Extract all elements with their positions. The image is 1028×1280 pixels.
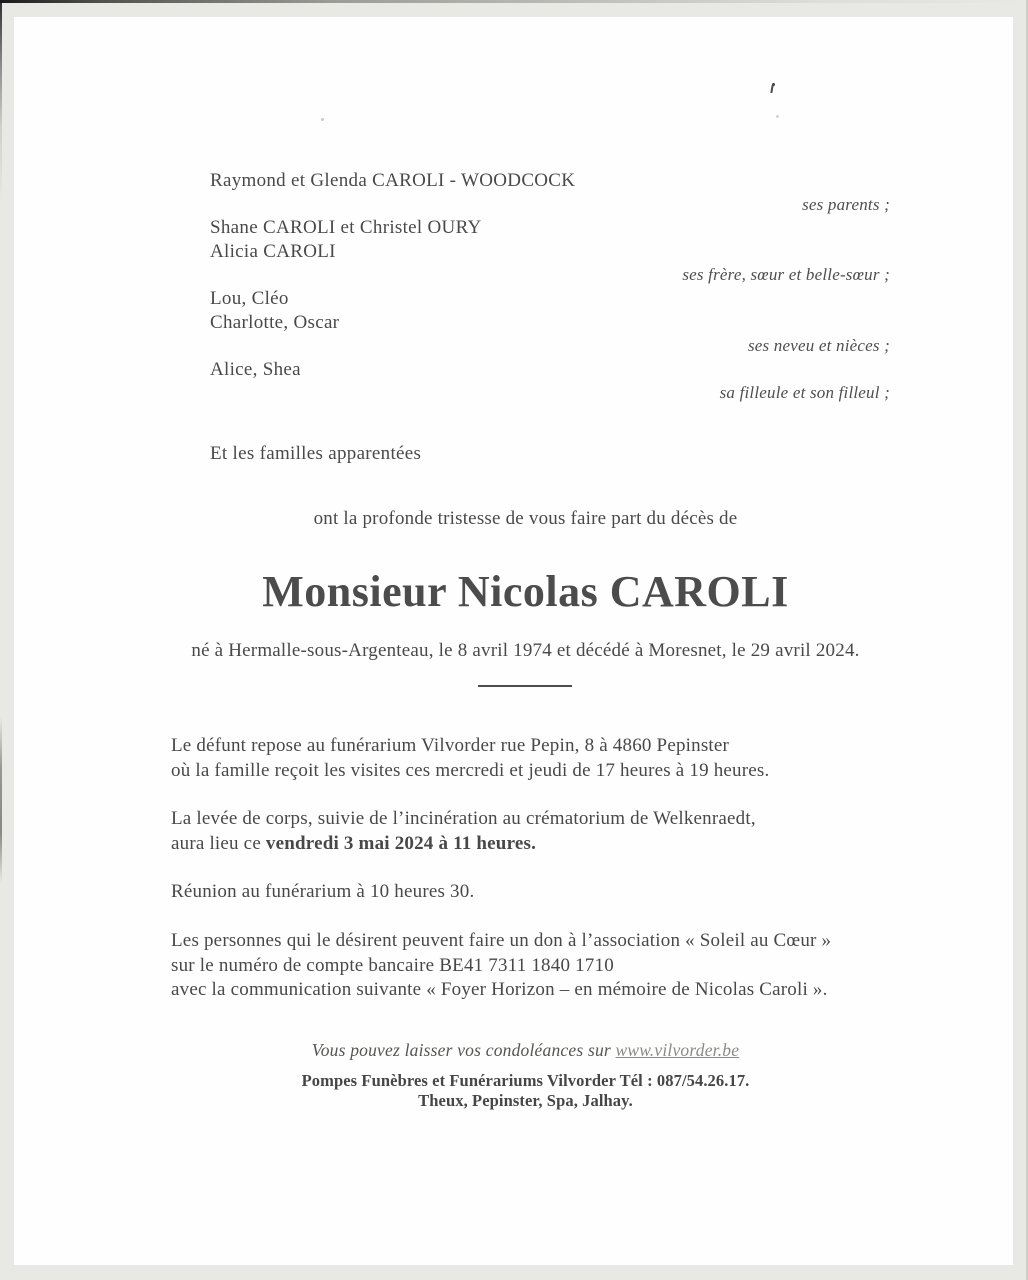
- family-member-line: Charlotte, Oscar: [210, 311, 340, 333]
- document-page: [14, 17, 1013, 1265]
- relation-label: ses frère, sœur et belle-sœur ;: [682, 265, 890, 285]
- relation-label: ses neveu et nièces ;: [747, 336, 890, 356]
- family-names-section: [210, 169, 890, 405]
- scanner-edge-shadow-left: [0, 0, 2, 1280]
- cremation-date-emphasis: vendredi 3 mai 2024 à 11 heures.: [265, 832, 537, 854]
- condolences-line: [171, 1039, 880, 1061]
- family-member-line: Shane CAROLI et Christel OURY: [210, 217, 482, 239]
- scanner-edge-shadow-top: [0, 0, 1028, 3]
- donation-line: Les personnes qui le désirent peuvent faire un don à l’association « Soleil au Cœur »: [171, 930, 832, 951]
- deceased-name-title: Monsieur Nicolas CAROLI: [262, 567, 789, 616]
- scan-dot-artifact: [776, 115, 779, 118]
- relation-label: sa filleule et son filleul ;: [719, 383, 890, 403]
- relation-label: ses parents ;: [802, 194, 890, 214]
- condolences-text: Vous pouvez laisser vos condoléances sur: [311, 1040, 616, 1060]
- family-member-line: Lou, Cléo: [210, 287, 289, 309]
- donation-paragraph: [171, 929, 931, 1003]
- family-member-line: Alice, Shea: [210, 358, 301, 380]
- birth-death-line: né à Hermalle-sous-Argenteau, le 8 avril 1974 et décédé à Moresnet, le 29 avril 2024.: [191, 640, 860, 661]
- ink-speck-artifact: [770, 83, 775, 94]
- funeral-home-footer: [171, 1071, 880, 1110]
- condolences-website-link: www.vilvorder.be: [615, 1040, 740, 1060]
- visitation-paragraph: [171, 734, 931, 783]
- cremation-line: La levée de corps, suivie de l’incinération au crématorium de Welkenraedt,: [171, 808, 756, 829]
- cremation-date-line: [171, 832, 931, 857]
- funeral-home-contact: Pompes Funèbres et Funérariums Vilvorder Tél : 087/54.26.17.: [301, 1071, 750, 1090]
- reunion-line: Réunion au funérarium à 10 heures 30.: [171, 881, 475, 902]
- related-families-line: Et les familles apparentées: [210, 443, 422, 464]
- cremation-date-prefix: aura lieu ce: [171, 832, 266, 854]
- donation-account-line: sur le numéro de compte bancaire BE41 7311 1840 1710: [171, 954, 614, 976]
- separator-rule: [478, 685, 572, 687]
- funeral-home-locations: Theux, Pepinster, Spa, Jalhay.: [418, 1090, 633, 1110]
- family-member-line: Raymond et Glenda CAROLI - WOODCOCK: [210, 170, 576, 191]
- scan-dot-artifact: [321, 118, 324, 121]
- visitation-line: Le défunt repose au funérarium Vilvorder rue Pepin, 8 à 4860 Pepinster: [171, 735, 730, 756]
- donation-communication-line: avec la communication suivante « Foyer Horizon – en mémoire de Nicolas Caroli ».: [171, 979, 828, 1000]
- announcement-intro: ont la profonde tristesse de vous faire part du décès de: [313, 508, 738, 529]
- cremation-paragraph: [171, 807, 931, 856]
- reunion-paragraph: [171, 880, 931, 905]
- family-member-line: Alicia CAROLI: [210, 240, 336, 262]
- visitation-line: où la famille reçoit les visites ces mercredi et jeudi de 17 heures à 19 heures.: [171, 759, 770, 781]
